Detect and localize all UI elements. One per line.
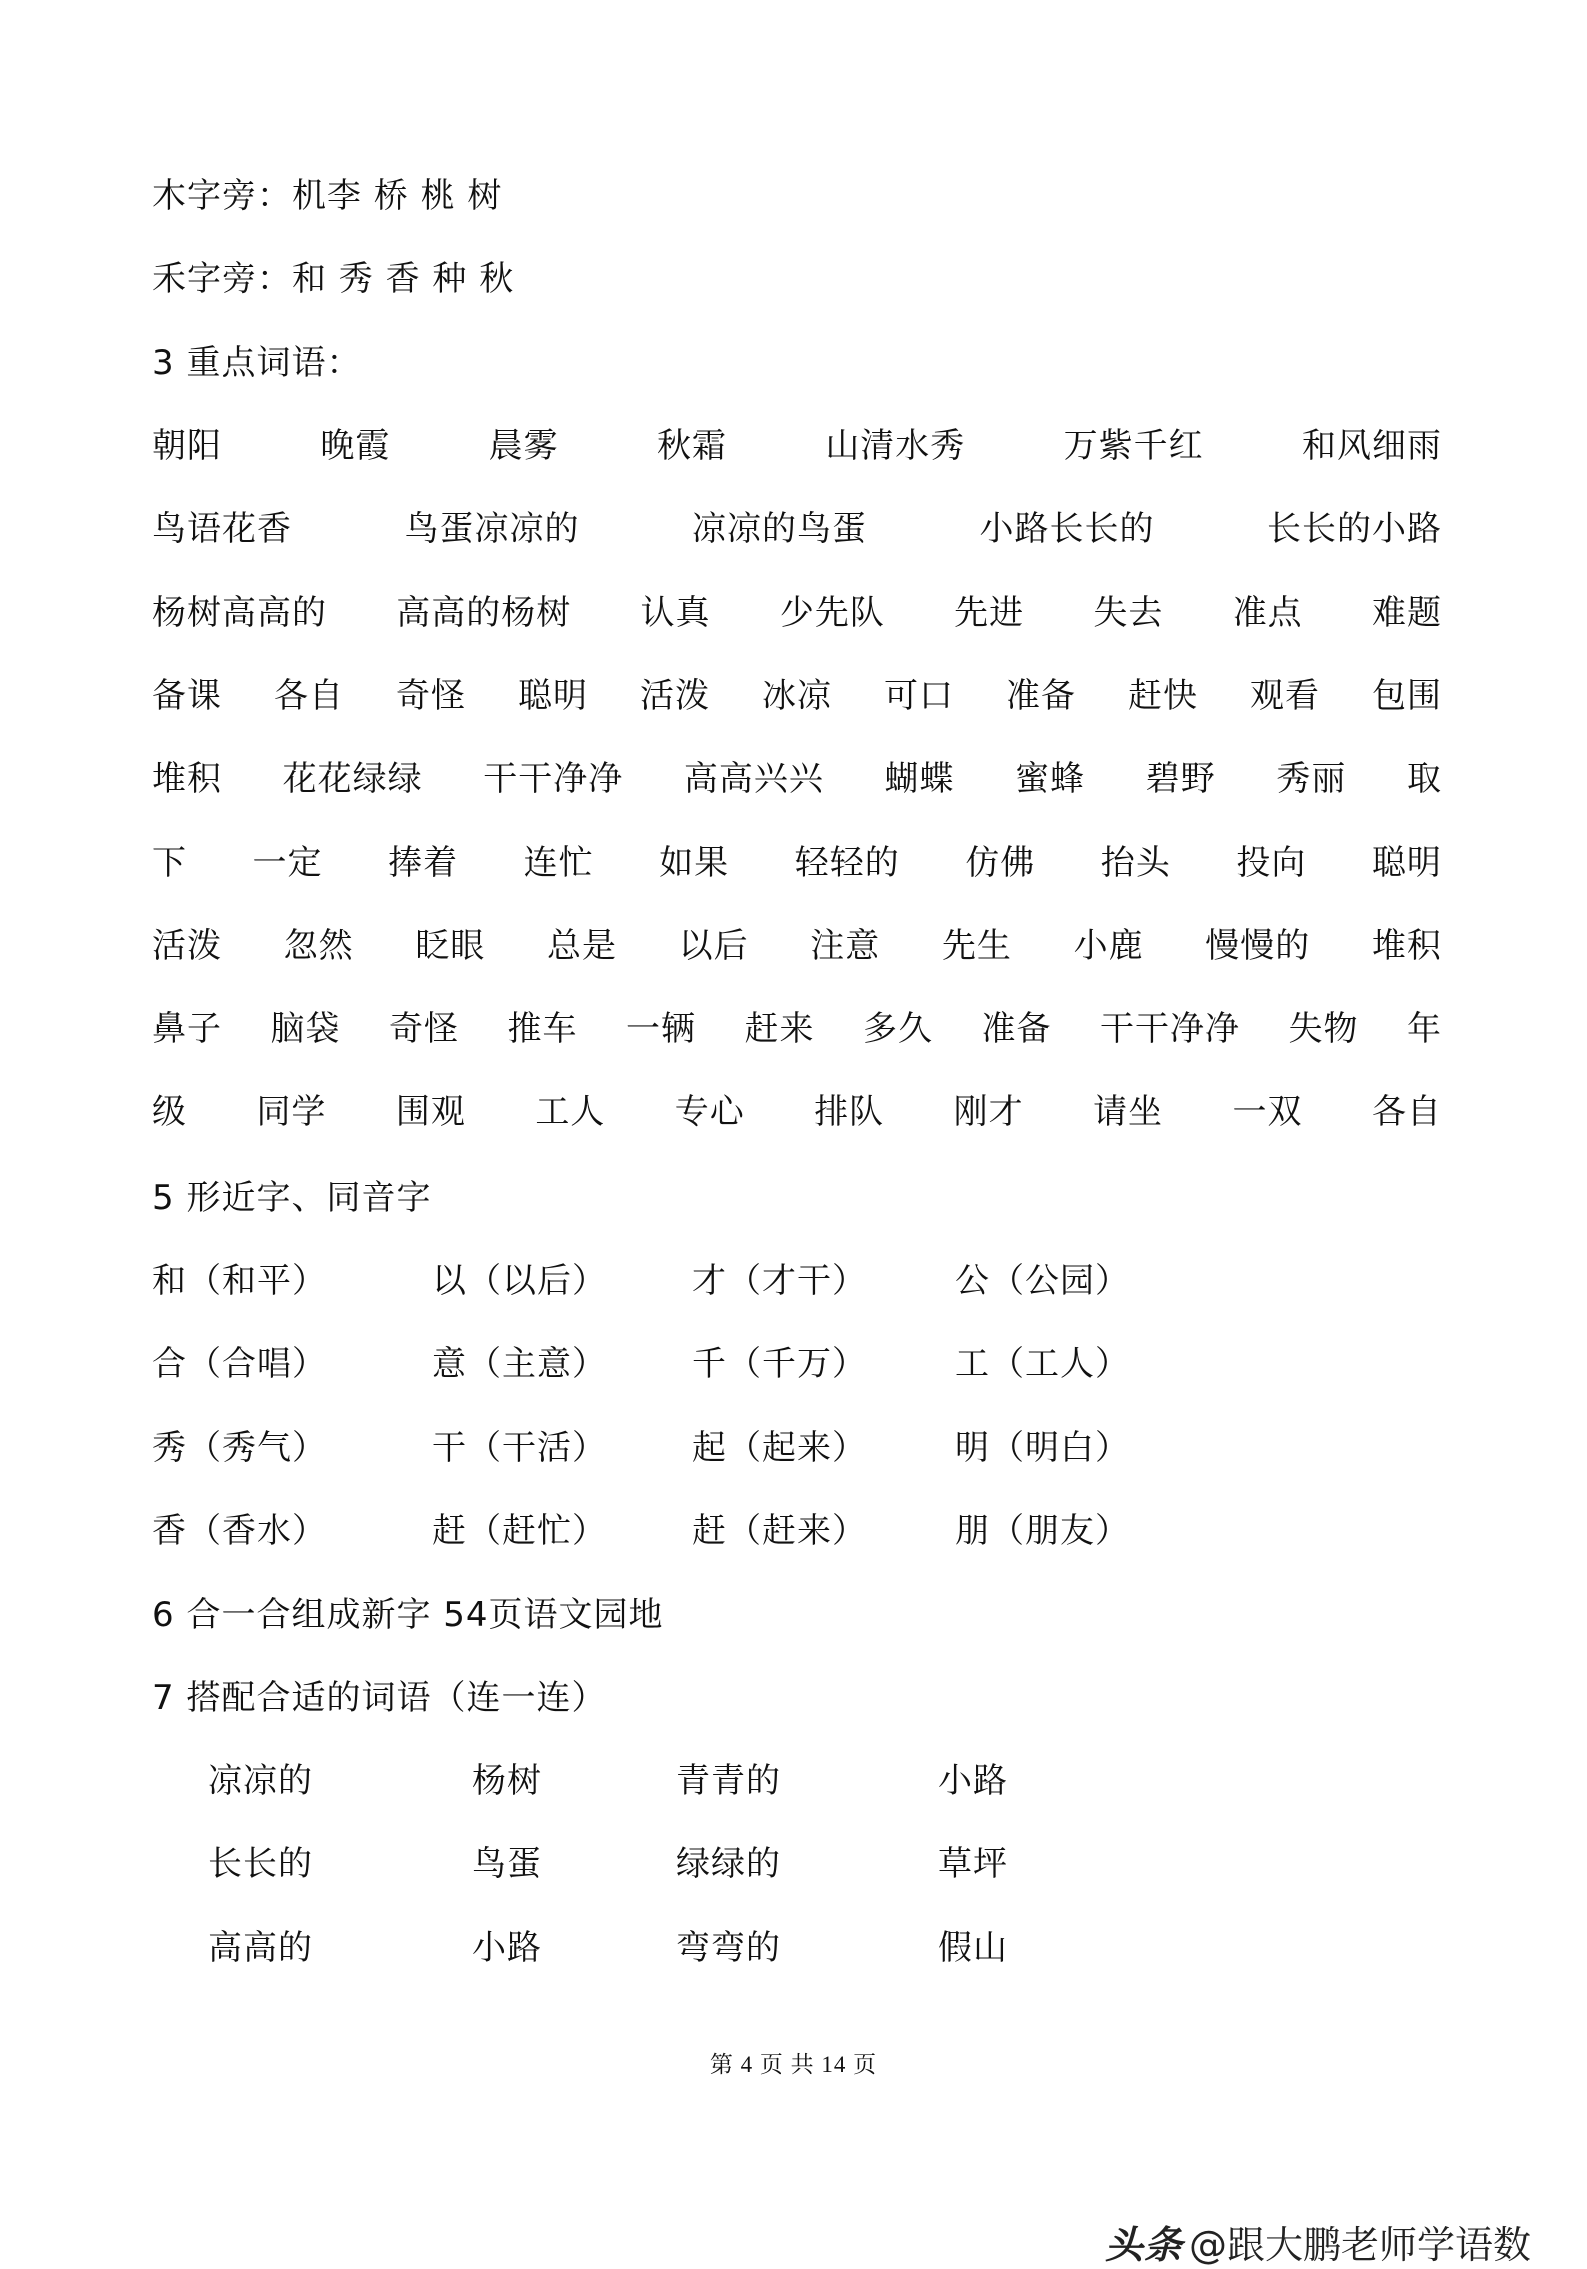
word-item: 堆积: [152, 759, 222, 799]
word-item: 杨树高高的: [152, 593, 327, 633]
word-item: 捧着: [388, 843, 459, 883]
word-item: 备课: [152, 676, 222, 716]
page-footer: 第 4 页 共 14 页: [709, 2052, 878, 2077]
word-item: 冰凉: [762, 676, 832, 716]
word-item: 堆积: [1371, 926, 1442, 966]
word-item: 观看: [1250, 676, 1320, 716]
match-word-item[interactable]: 小路: [472, 1928, 542, 1968]
key-words-row: [152, 1084, 1442, 1140]
word-item: 失去: [1093, 593, 1164, 633]
word-item: 赶快: [1128, 676, 1198, 716]
word-item: 刚才: [953, 1092, 1024, 1132]
word-item: 长长的小路: [1267, 509, 1442, 549]
word-item: 可口: [884, 676, 954, 716]
word-item: 和风细雨: [1301, 426, 1442, 466]
word-item: 高高兴兴: [683, 759, 824, 799]
word-item: 下: [152, 843, 187, 883]
word-item: 专心: [674, 1092, 745, 1132]
word-item: 仿佛: [965, 843, 1036, 883]
word-item: 忽然: [283, 926, 354, 966]
match-word-item[interactable]: 杨树: [472, 1761, 542, 1801]
word-item: 奇怪: [396, 676, 466, 716]
word-item: 干干净净: [483, 759, 624, 799]
similar-char-item: 秀（秀气）: [152, 1428, 327, 1468]
word-item: 准点: [1232, 593, 1303, 633]
word-item: 年: [1407, 1009, 1442, 1049]
word-item: 围观: [395, 1092, 466, 1132]
word-item: 难题: [1371, 593, 1442, 633]
word-item: 连忙: [523, 843, 594, 883]
similar-char-item: 赶（赶来）: [692, 1511, 867, 1551]
word-item: 鸟蛋凉凉的: [404, 509, 580, 549]
word-item: 奇怪: [389, 1009, 459, 1049]
word-item: 先生: [941, 926, 1012, 966]
word-item: 小路长长的: [979, 509, 1155, 549]
key-words-row: [152, 835, 1442, 891]
word-item: 总是: [546, 926, 617, 966]
word-item: 活泼: [640, 676, 710, 716]
word-item: 慢慢的: [1205, 926, 1311, 966]
word-item: 如果: [659, 843, 730, 883]
key-words-row: [152, 501, 1442, 557]
match-word-item[interactable]: 鸟蛋: [472, 1844, 542, 1884]
word-item: 级: [152, 1092, 187, 1132]
key-words-row: [152, 1001, 1442, 1057]
similar-char-item: 千（千万）: [692, 1344, 867, 1384]
word-item: 碧野: [1145, 759, 1216, 799]
word-item: 投向: [1236, 843, 1307, 883]
match-word-item[interactable]: 绿绿的: [676, 1844, 781, 1884]
match-word-item[interactable]: 假山: [938, 1928, 1008, 1968]
word-item: 请坐: [1093, 1092, 1164, 1132]
similar-char-item: 和（和平）: [152, 1261, 327, 1301]
similar-char-item: 合（合唱）: [152, 1344, 327, 1384]
key-words-row: [152, 668, 1442, 724]
match-word-item[interactable]: 弯弯的: [676, 1928, 781, 1968]
word-item: 各自: [274, 676, 344, 716]
section-5-heading: 5 形近字、同音字: [152, 1178, 432, 1218]
word-item: 多久: [863, 1009, 933, 1049]
word-item: 秋霜: [656, 426, 727, 466]
word-item: 先进: [954, 593, 1025, 633]
word-item: 准备: [1006, 676, 1076, 716]
match-word-item[interactable]: 高高的: [208, 1928, 313, 1968]
word-item: 一定: [252, 843, 323, 883]
similar-char-item: 工（工人）: [955, 1344, 1130, 1384]
similar-char-item: 意（主意）: [432, 1344, 607, 1384]
word-item: 晨雾: [488, 426, 559, 466]
word-item: 晚霞: [320, 426, 391, 466]
word-item: 少先队: [779, 593, 885, 633]
similar-char-item: 起（起来）: [692, 1428, 867, 1468]
word-item: 秀丽: [1276, 759, 1347, 799]
word-item: 工人: [535, 1092, 606, 1132]
word-item: 高高的杨树: [396, 593, 572, 633]
word-item: 失物: [1288, 1009, 1359, 1049]
word-item: 凉凉的鸟蛋: [692, 509, 867, 549]
similar-char-item: 朋（朋友）: [955, 1511, 1130, 1551]
word-item: 一辆: [626, 1009, 696, 1049]
word-item: 包围: [1372, 676, 1442, 716]
word-item: 取: [1407, 759, 1442, 799]
word-item: 朝阳: [152, 426, 222, 466]
word-item: 各自: [1371, 1092, 1442, 1132]
similar-char-item: 公（公园）: [955, 1261, 1130, 1301]
watermark-handle: @跟大鹏老师学语数: [1189, 2222, 1532, 2267]
word-item: 以后: [678, 926, 749, 966]
word-item: 眨眼: [415, 926, 486, 966]
key-words-row: [152, 918, 1442, 974]
similar-char-item: 赶（赶忙）: [432, 1511, 607, 1551]
word-item: 一双: [1232, 1092, 1303, 1132]
word-item: 花花绿绿: [282, 759, 423, 799]
word-item: 认真: [640, 593, 711, 633]
key-words-row: [152, 751, 1442, 807]
key-words-row: [152, 585, 1442, 641]
word-item: 推车: [507, 1009, 578, 1049]
word-item: 脑袋: [270, 1009, 341, 1049]
word-item: 聪明: [518, 676, 588, 716]
word-item: 干干净净: [1100, 1009, 1240, 1049]
match-word-item[interactable]: 草坪: [938, 1844, 1008, 1884]
watermark: [1105, 2213, 1531, 2269]
match-word-item[interactable]: 小路: [938, 1761, 1008, 1801]
word-item: 注意: [810, 926, 881, 966]
word-item: 鼻子: [152, 1009, 222, 1049]
similar-char-item: 以（以后）: [432, 1261, 607, 1301]
section-7-heading: 7 搭配合适的词语（连一连）: [152, 1678, 607, 1718]
toutiao-logo: 头条: [1105, 2222, 1184, 2267]
word-item: 万紫千红: [1063, 426, 1204, 466]
word-item: 抬头: [1100, 843, 1171, 883]
match-word-item[interactable]: 凉凉的: [208, 1761, 313, 1801]
word-item: 活泼: [152, 926, 222, 966]
word-item: 蜜蜂: [1015, 759, 1086, 799]
word-item: 小鹿: [1073, 926, 1144, 966]
similar-char-item: 明（明白）: [955, 1428, 1130, 1468]
word-item: 赶来: [744, 1009, 815, 1049]
word-item: 排队: [814, 1092, 885, 1132]
section-3-heading: 3 重点词语：: [152, 343, 362, 383]
word-item: 轻轻的: [794, 843, 900, 883]
radical-line-he: 禾字旁：和 秀 香 种 秋: [152, 259, 515, 299]
word-item: 蝴蝶: [884, 759, 955, 799]
section-6-heading: 6 合一合组成新字 54页语文园地: [152, 1595, 664, 1635]
key-words-row: [152, 418, 1442, 474]
word-item: 同学: [256, 1092, 327, 1132]
similar-char-item: 香（香水）: [152, 1511, 327, 1551]
radical-line-mu: 木字旁：机李 桥 桃 树: [152, 176, 503, 216]
similar-char-item: 干（干活）: [432, 1428, 607, 1468]
similar-char-item: 才（才干）: [692, 1261, 867, 1301]
match-word-item[interactable]: 青青的: [676, 1761, 781, 1801]
word-item: 鸟语花香: [152, 509, 292, 549]
word-item: 准备: [981, 1009, 1052, 1049]
match-word-item[interactable]: 长长的: [208, 1844, 313, 1884]
word-item: 聪明: [1371, 843, 1442, 883]
word-item: 山清水秀: [825, 426, 966, 466]
